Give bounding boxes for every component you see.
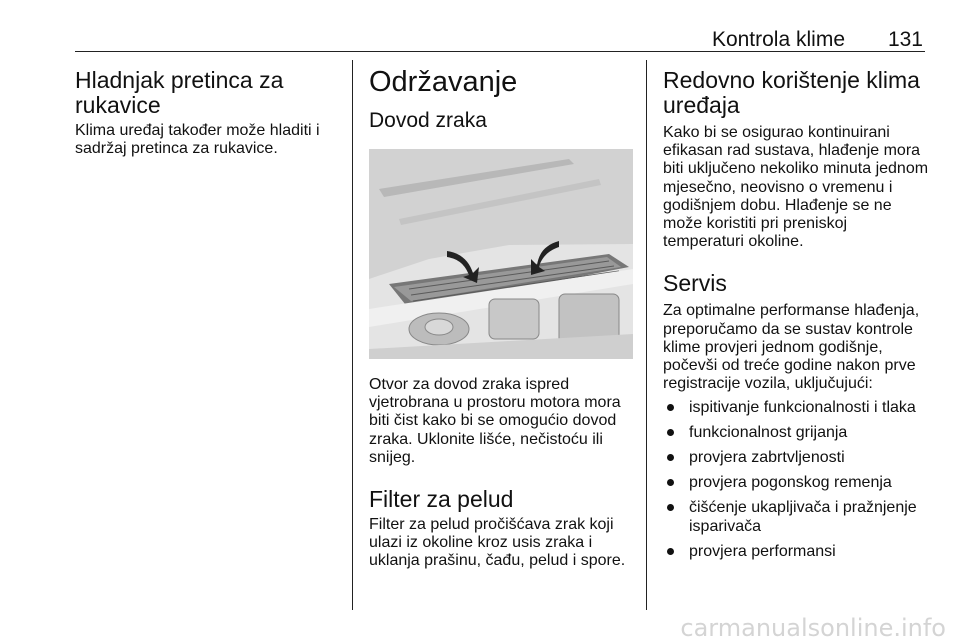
service-text: Za optimalne performanse hlađenja, preporučamo da se sustav kontrole klime provjeri jednom godišnje, počevši od treće godine nakon prve registracije vozila, uključujući: <box>663 302 920 393</box>
page-header <box>75 22 925 52</box>
bullet-icon <box>667 454 674 461</box>
bullet-icon <box>667 404 674 411</box>
air-intake-heading: Dovod zraka <box>369 109 487 132</box>
page-number: 131 <box>887 28 923 51</box>
bullet-icon <box>667 548 674 555</box>
service-list <box>663 399 929 561</box>
list-item: čišćenje ukapljivača i pražnjenje isparivača <box>663 499 929 536</box>
engine-bay-illustration <box>369 149 633 359</box>
column-maintenance <box>369 60 634 571</box>
glovebox-heading: Hladnjak pretinca za rukavice <box>75 67 284 118</box>
pollen-filter-text: Filter za pelud pročišćava zrak koji ulazi iz okoline kroz usis zraka i uklanja prašinu, čađu, pelud i spore. <box>369 516 626 570</box>
header-title: Kontrola klime <box>711 28 845 51</box>
regular-use-heading: Redovno korištenje klima uređaja <box>663 67 920 118</box>
pollen-filter-heading: Filter za pelud <box>369 486 514 513</box>
air-intake-text: Otvor za dovod zraka ispred vjetrobrana u prostoru motora mora biti čist kako bi se omogućio dovod zraka. Uklonite lišće, nečistoću ili snijeg. <box>369 376 621 466</box>
column-regular-use <box>663 60 929 568</box>
list-item: funkcionalnost grijanja <box>663 424 929 443</box>
column-divider <box>646 60 647 610</box>
list-item: provjera pogonskog remenja <box>663 474 929 493</box>
column-divider <box>352 60 353 610</box>
glovebox-text: Klima uređaj također može hladiti i sadržaj pretinca za rukavice. <box>75 122 320 158</box>
list-item: provjera performansi <box>663 543 929 562</box>
column-glovebox <box>75 60 340 158</box>
header-rule <box>75 51 925 52</box>
bullet-icon <box>667 504 674 511</box>
watermark: carmanualsonline.info <box>680 614 946 642</box>
list-item: provjera zabrtvljenosti <box>663 449 929 468</box>
list-item: ispitivanje funkcionalnosti i tlaka <box>663 399 929 418</box>
service-heading: Servis <box>663 270 727 297</box>
bullet-icon <box>667 429 674 436</box>
regular-use-text: Kako bi se osigurao kontinuirani efikasan rad sustava, hlađenje mora biti uključeno nekoliko minuta jednom mjesečno, neovisno o vremenu i godišnjem dobu. Hlađenje se ne može koristiti pri preniskoj temperaturi okoline. <box>663 124 929 251</box>
bullet-icon <box>667 479 674 486</box>
section-title: Održavanje <box>369 66 518 98</box>
